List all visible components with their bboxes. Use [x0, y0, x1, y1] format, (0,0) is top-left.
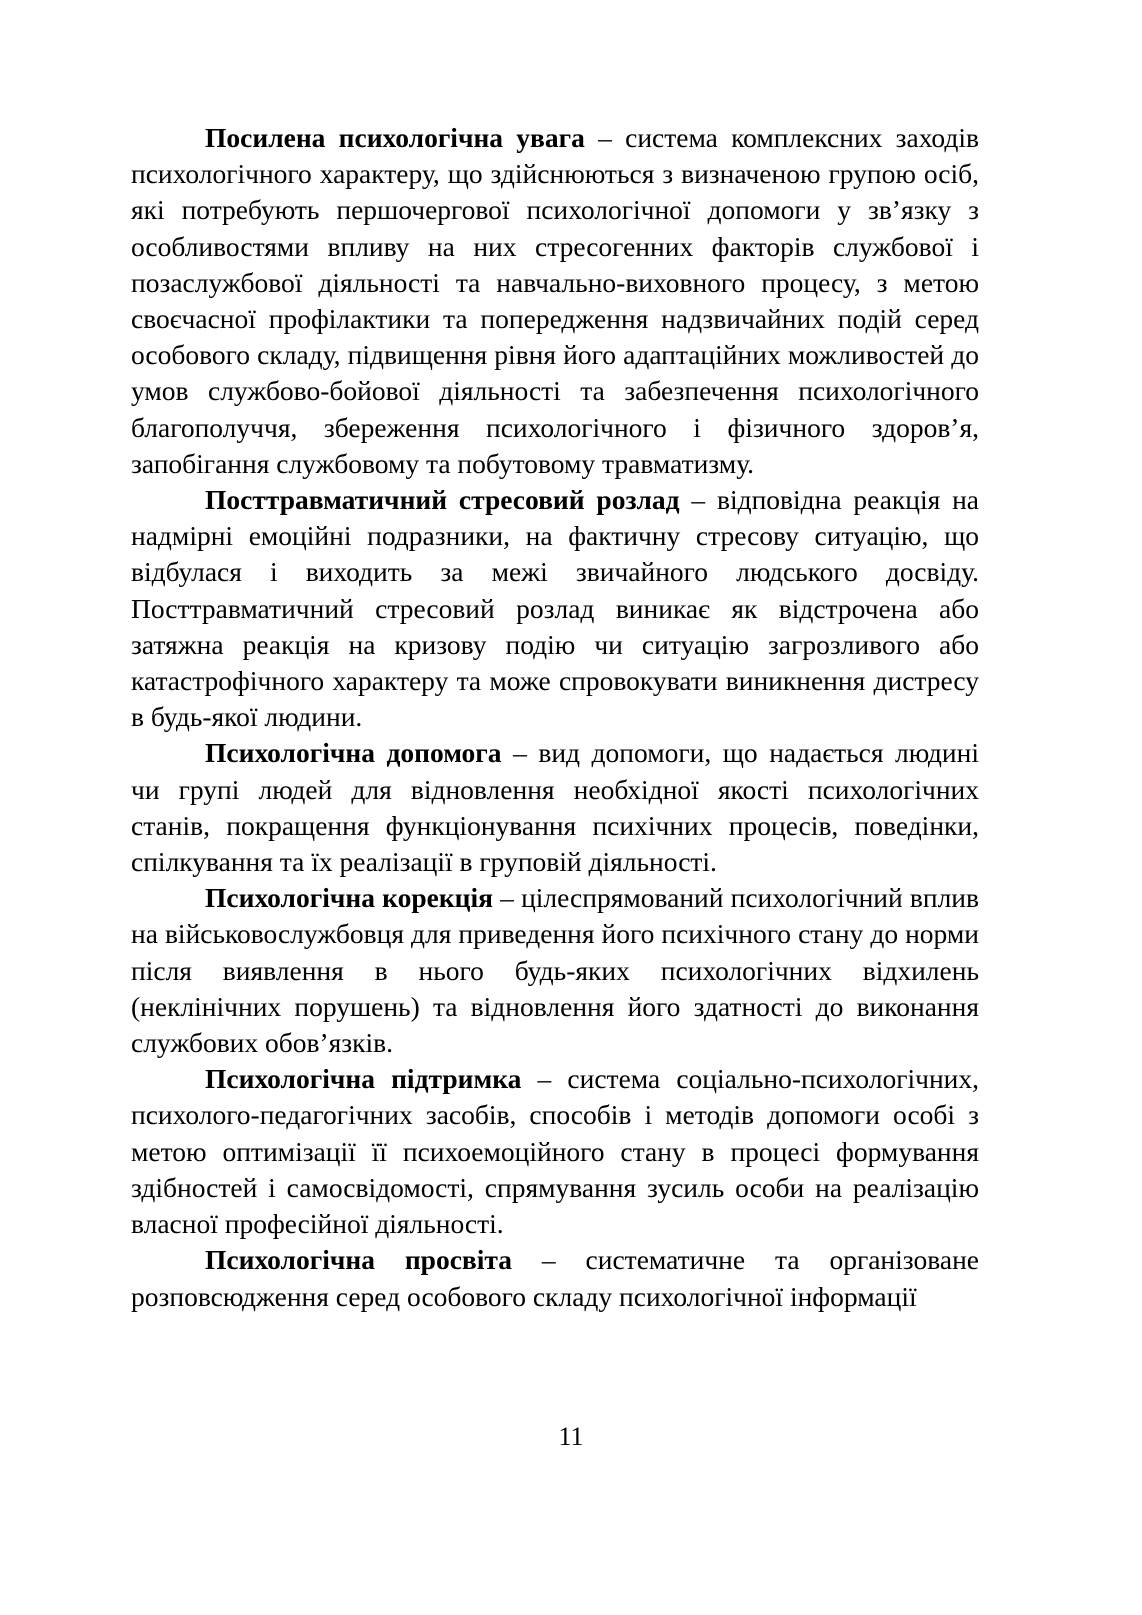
glossary-entry: [131, 482, 979, 735]
definition-text: – система комплексних заходів психологічного характеру, що здійснюються з визначеною групою осіб, які потребують першочергової психологічної допомоги у зв’язку з особливостями впливу на них стресогенних факторів службової і позаслужбової діяльності та навчально-виховного процесу, з метою своєчасної профілактики та попередження надзвичайних подій серед особового складу, підвищення рівня його адаптаційних можливостей до умов службово-бойової діяльності та забезпечення психологічного благополуччя, збереження психологічного і фізичного здоров’я, запобігання службовому та побутовому травматизму.: [131, 122, 980, 479]
page-number: 11: [558, 1422, 584, 1451]
glossary-entry: [131, 120, 979, 482]
definition-text: – цілеспрямований психологічний вплив на військовослужбовця для приведення його психічного стану до норми після виявлення в нього будь-яких психологічних відхилень (неклінічних порушень) та відновлення його здатності до виконання службових обов’язків.: [131, 882, 979, 1059]
glossary-entry: [131, 735, 979, 880]
term-bold: Психологічна допомога: [205, 737, 502, 769]
term-bold: Психологічна просвіта: [205, 1244, 513, 1276]
definition-text: – відповідна реакція на надмірні емоційні подразники, на фактичну стресову ситуацію, що відбулася і виходить за межі звичайного людського досвіду. Посттравматичний стресовий розлад виникає як відстрочена або затяжна реакція на кризову подію чи ситуацію загрозливого або катастрофічного характеру та може спровокувати виникнення дистресу в будь-якої людини.: [131, 484, 979, 733]
glossary-entry: [131, 1242, 979, 1314]
definition-text: – вид допомоги, що надається людині чи групі людей для відновлення необхідної якості психологічних станів, покращення функціонування психічних процесів, поведінки, спілкування та їх реалізації в груповій діяльності.: [131, 737, 979, 878]
term-bold: Психологічна підтримка: [205, 1063, 522, 1095]
text-content: [131, 120, 979, 1315]
term-bold: Психологічна корекція: [205, 882, 494, 914]
definition-text: – система соціально-психологічних, психолого-педагогічних засобів, способів і методів допомоги особі з метою оптимізації її психоемоційного стану в процесі формування здібностей і самосвідомості, спрямування зусиль особи на реалізацію власної професійної діяльності.: [131, 1063, 980, 1240]
glossary-entry: [131, 880, 979, 1061]
term-bold: Посттравматичний стресовий розлад: [205, 484, 680, 516]
term-bold: Посилена психологічна увага: [205, 122, 585, 153]
glossary-entry: [131, 1061, 979, 1242]
definition-text: – систематичне та організоване розповсюдження серед особового складу психологічної інформації: [131, 1244, 979, 1312]
